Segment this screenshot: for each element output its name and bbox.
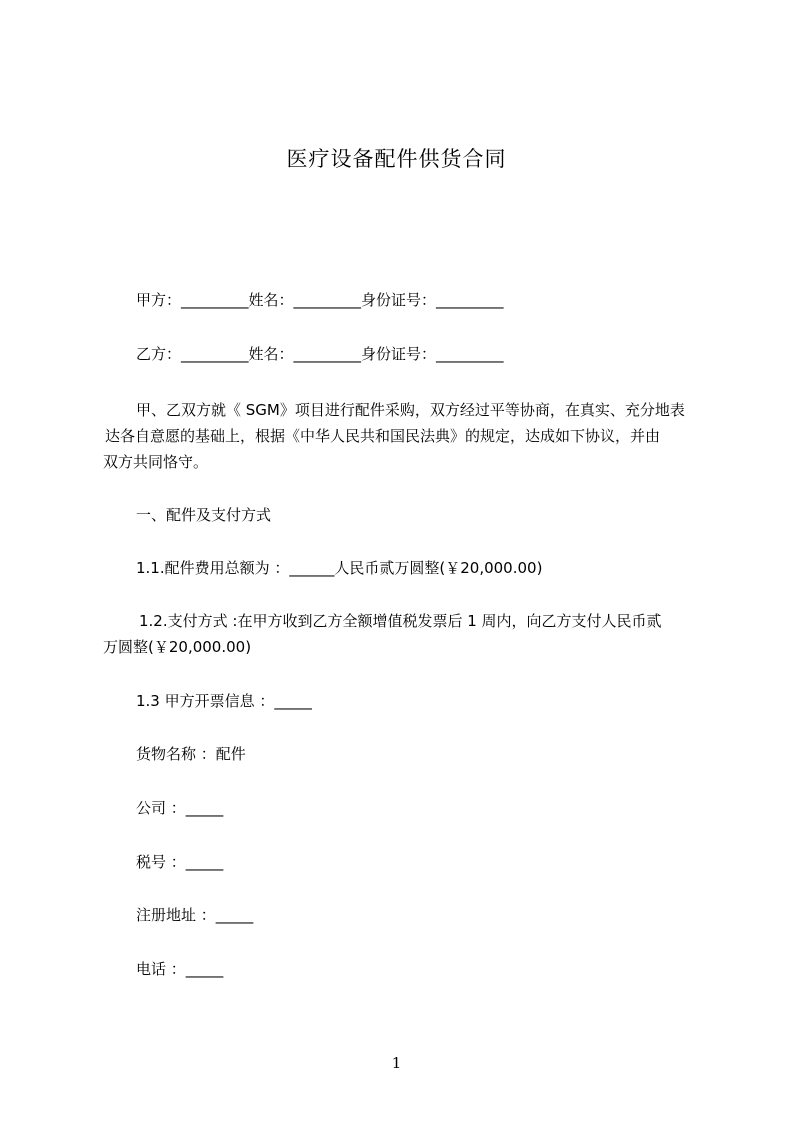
clause-1-1: 1.1.配件费用总额为 ：______人民币贰万圆整(￥20,000.00) [136,559,543,577]
phone-line: 电话 ：_____ [136,960,224,978]
party-b-line: 乙方：_________姓名：_________身份证号：_________ [136,345,504,363]
clause-1-2-line-1: 1.2.支付方式 :在甲方收到乙方全额增值税发票后 1 周内，向乙方支付人民币贰 [139,612,662,630]
intro-line-3: 双方共同恪守。 [103,453,209,471]
document-title: 医疗设备配件供货合同 [286,147,507,171]
party-a-line: 甲方：_________姓名：_________身份证号：_________ [136,291,504,309]
company-line: 公司 ：_____ [136,799,224,817]
intro-line-1: 甲、乙双方就《 SGM》项目进行配件采购，双方经过平等协商，在真实、充分地表 [136,401,685,419]
page-number: 1 [391,1054,402,1072]
intro-paragraph [103,397,723,475]
intro-line-2: 达各自意愿的基础上，根据《中华人民共和国民法典》的规定，达成如下协议，并由 [105,427,661,445]
goods-name-line: 货物名称 ：配件 [136,745,246,763]
clause-1-3: 1.3 甲方开票信息 ：_____ [136,692,312,710]
tax-id-line: 税号 ：_____ [136,853,224,871]
clause-1-2-line-2: 万圆整(￥20,000.00) [103,638,252,656]
registered-address-line: 注册地址 ：_____ [136,906,254,924]
section-1-heading: 一、配件及支付方式 [136,506,272,524]
